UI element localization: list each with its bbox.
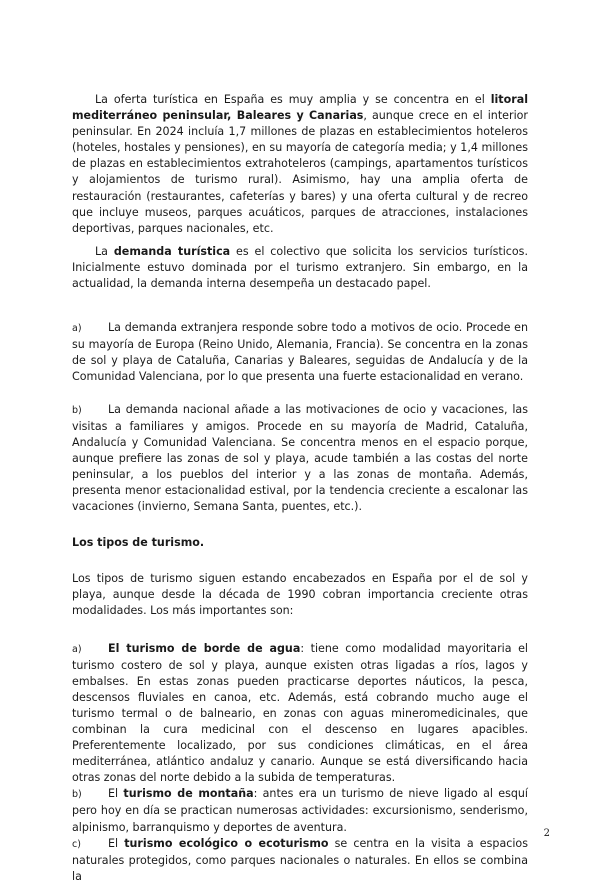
bold-text: El turismo de borde de agua bbox=[108, 641, 301, 655]
list-text: : antes era un turismo de nieve ligado al esquí pero hoy en día se practican numerosas actividades: excursionismo, senderismo, alpinismo, barranquismo y deportes de aventura. bbox=[72, 787, 529, 834]
paragraph-types-intro: Los tipos de turismo siguen estando encabezados en España por el de sol y playa, aunque desde la década de 1990 cobran importancia creciente otras modalidades. Los más importantes son: bbox=[72, 572, 528, 618]
text: El bbox=[108, 787, 124, 801]
list-text: : tiene como modalidad mayoritaria el turismo costero de sol y playa, aunque existen otras ligadas a ríos, lagos y embalses. En estas zonas pueden practicarse deportes náuticos, la pesca, descensos fluviales en canoa, etc. Además, está cobrando mucho auge el turismo termal o de balneario, en zonas con aguas mineromedicinales, que combinan la cura medicinal con el descenso en lugares apacibles. Preferentemente localizado, por sus condiciones climáticas, en el área mediterránea, atlántico andaluz y canario. Aunque se está diversificando hacia otras zonas del norte debido a la subida de temperaturas. bbox=[72, 641, 528, 785]
list-text: se centra en la visita a espacios naturales protegidos, como parques nacionales o naturales. En ellos se combina la bbox=[72, 836, 528, 883]
section-heading: Los tipos de turismo. bbox=[72, 536, 205, 550]
list-text: La demanda extranjera responde sobre todo a motivos de ocio. Procede en su mayoría de Europa (Reino Unido, Alemania, Francia). Se concentra en la zonas de sol y playa de Cataluña, Canarias y Baleares, seguidas de Andalucía y de la Comunidad Valenciana, por lo que presenta una fuerte estacionalidad en verano. bbox=[72, 321, 528, 384]
list-text: La demanda nacional añade a las motivaciones de ocio y vacaciones, las visitas a familiares y amigos. Procede en su mayoría de Madrid, Cataluña, Andalucía y Comunidad Valenciana. Se concentra menos en el espacio porque, aunque prefiere las zonas de sol y playa, acude también a las costas del norte peninsular, a los pueblos del interior y a las zonas de montaña. Además, presenta menor estacionalidad estival, por la tendencia creciente a escalonar las vacaciones (invierno, Semana Santa, puentes, etc.). bbox=[72, 402, 528, 514]
list-item-demand-b bbox=[72, 402, 528, 516]
bold-text: Baleares y Canarias bbox=[236, 109, 364, 123]
paragraph-oferta bbox=[72, 92, 528, 237]
bold-text: demanda turística bbox=[113, 244, 231, 258]
paragraph-demanda bbox=[72, 244, 528, 292]
list-label: a) bbox=[72, 323, 82, 335]
page-number: 2 bbox=[543, 828, 550, 839]
text: El bbox=[108, 836, 125, 850]
text: , aunque crece en el interior peninsular. En 2024 incluía 1,7 millones de plazas en establecimientos hoteleros (hoteles, hostales y pensiones), en su mayoría de categoría media; y 1,4 millones de plazas en establecimientos extrahoteleros (campings, apartamentos turísticos y alojamientos de turismo rural). Asimismo, hay una amplia oferta de restauración (restaurantes, cafeterías y bares) y una oferta cultural y de recreo que incluye museos, parques acuáticos, parques de atracciones, instalaciones deportivas, parques nacionales, etc. bbox=[72, 109, 528, 235]
list-label: b) bbox=[72, 789, 82, 801]
text: La bbox=[95, 244, 114, 258]
list-item-type-b bbox=[72, 786, 528, 835]
list-item-type-c bbox=[72, 836, 528, 885]
bold-text: litoral mediterráneo peninsular bbox=[72, 93, 528, 123]
bold-text: turismo ecológico o ecoturismo bbox=[124, 836, 329, 850]
list-item-demand-a bbox=[72, 320, 528, 385]
list-item-type-a bbox=[72, 641, 528, 787]
bold-text: , bbox=[227, 109, 237, 123]
text: es el colectivo que solicita los servicios turísticos. Inicialmente estuvo dominada por el turismo extranjero. Sin embargo, en la actualidad, la demanda interna desempeña un destacado papel. bbox=[72, 244, 528, 291]
list-label: a) bbox=[72, 643, 82, 655]
bold-text: turismo de montaña bbox=[123, 787, 254, 801]
list-label: b) bbox=[72, 404, 82, 416]
list-label: c) bbox=[72, 838, 81, 850]
text: La oferta turística en España es muy amplia y se concentra en el bbox=[95, 93, 491, 106]
document-page bbox=[72, 92, 528, 885]
